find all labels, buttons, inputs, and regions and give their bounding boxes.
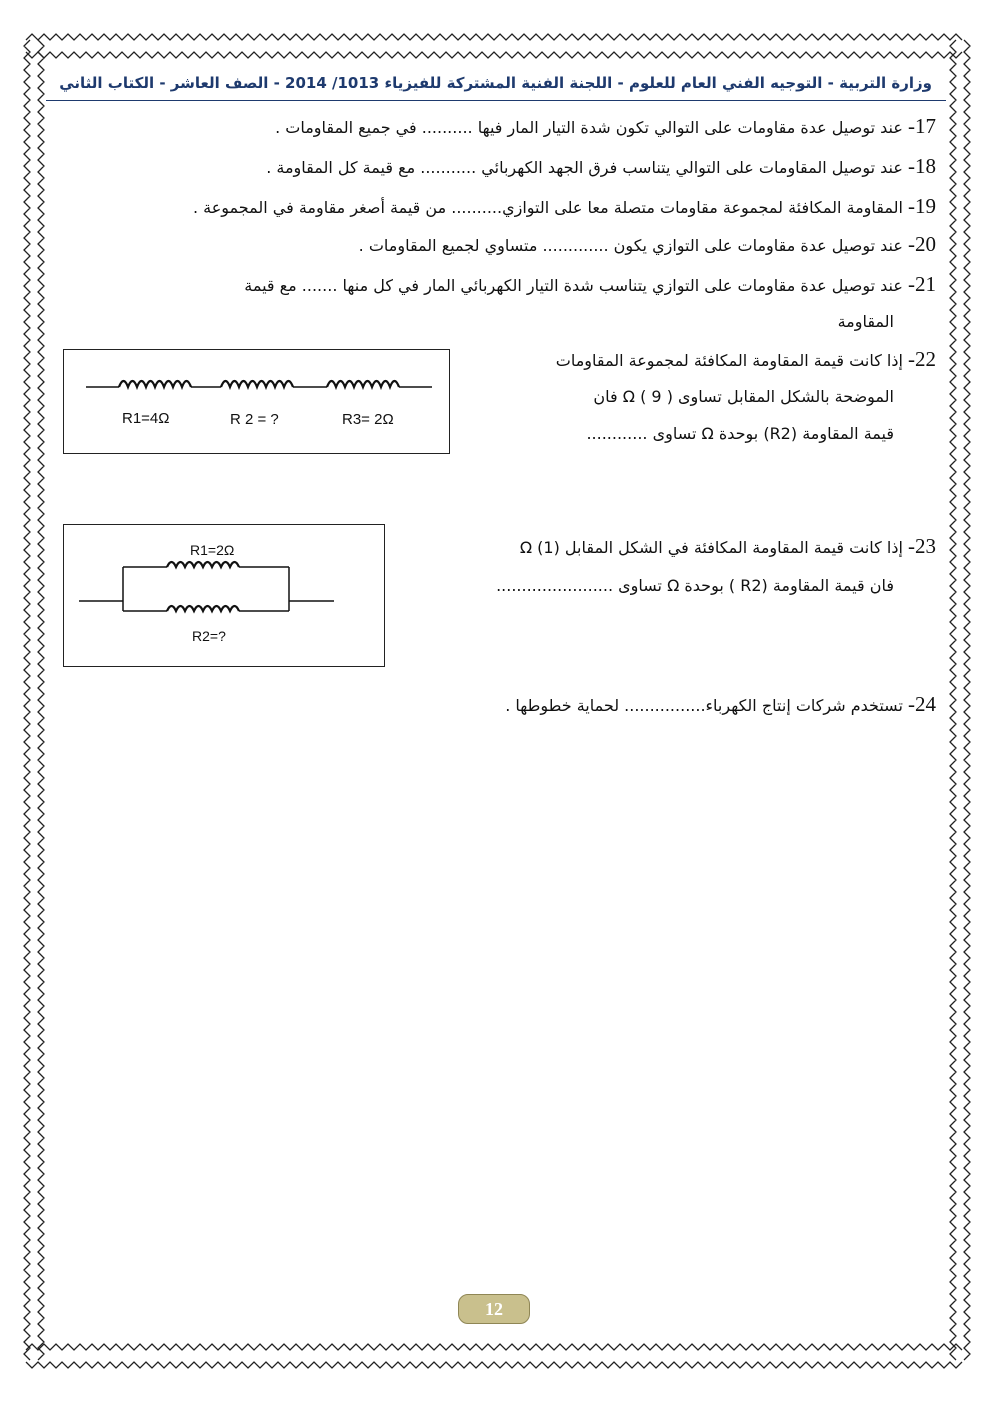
label-parallel-r2: R2=? — [192, 628, 226, 644]
question-21-text-line1: عند توصيل عدة مقاومات على التوازي يتناسب شدة التيار الكهربائي المار في كل منها ....... مع قيمة — [244, 276, 903, 295]
question-17-number: 17- — [908, 114, 936, 138]
question-22 — [556, 349, 936, 371]
label-r2: R 2 = ? — [230, 411, 279, 428]
question-17 — [275, 116, 936, 138]
question-17-text: عند توصيل عدة مقاومات على التوالي تكون شدة التيار المار فيها .......... في جميع المقاومات . — [275, 118, 903, 137]
question-24-text: تستخدم شركات إنتاج الكهرباء................ لحماية خطوطها . — [505, 696, 903, 715]
question-19-text: المقاومة المكافئة لمجموعة مقاومات متصلة معا على التوازي.......... من قيمة أصغر مقاومة في المجموعة . — [192, 198, 903, 217]
question-22-line3: قيمة المقاومة (R2) بوحدة Ω تساوى ............ — [586, 424, 894, 443]
question-24 — [505, 694, 936, 716]
question-20-text: عند توصيل عدة مقاومات على التوازي يكون ............. متساوي لجميع المقاومات . — [358, 236, 903, 255]
label-r3: R3= 2Ω — [342, 411, 394, 428]
question-18-number: 18- — [908, 154, 936, 178]
question-22-number: 22- — [908, 347, 936, 371]
question-21-number: 21- — [908, 272, 936, 296]
page-number: 12 — [458, 1294, 530, 1324]
question-24-number: 24- — [908, 692, 936, 716]
question-19-number: 19- — [908, 194, 936, 218]
header-rule — [46, 100, 946, 101]
parallel-resistor-r2 — [167, 606, 239, 611]
resistor-r2 — [221, 381, 293, 387]
question-23-text-line1: إذا كانت قيمة المقاومة المكافئة في الشكل المقابل Ω (1) — [519, 538, 903, 557]
label-r1: R1=4Ω — [122, 410, 170, 427]
question-18 — [266, 156, 936, 178]
resistor-r3 — [327, 381, 399, 387]
question-21-line2: المقاومة — [837, 312, 894, 331]
question-22-line2: الموضحة بالشكل المقابل تساوى Ω ( 9 ) فان — [593, 387, 894, 406]
question-21 — [244, 274, 936, 296]
question-20 — [359, 234, 936, 256]
parallel-resistor-r1 — [167, 562, 239, 567]
label-parallel-r1: R1=2Ω — [190, 542, 235, 558]
page-header: وزارة التربية - التوجيه الفني العام للعلوم - اللجنة الفنية المشتركة للفيزياء 1013/ 2014 - الصف العاشر - الكتاب الثاني — [59, 74, 932, 92]
question-20-number: 20- — [908, 232, 936, 256]
series-circuit-figure — [63, 349, 450, 454]
question-23 — [520, 536, 936, 558]
resistor-r1 — [119, 381, 191, 387]
question-18-text: عند توصيل المقاومات على التوالي يتناسب فرق الجهد الكهربائي ........... مع قيمة كل المقاومة . — [266, 158, 903, 177]
question-23-line2: فان قيمة المقاومة (R2 ) بوحدة Ω تساوى ....................... — [496, 576, 894, 595]
question-22-text-line1: إذا كانت قيمة المقاومة المكافئة لمجموعة المقاومات — [555, 351, 903, 370]
parallel-circuit-figure — [63, 524, 385, 667]
series-circuit-diagram — [64, 350, 449, 453]
question-23-number: 23- — [908, 534, 936, 558]
question-19 — [193, 196, 936, 218]
